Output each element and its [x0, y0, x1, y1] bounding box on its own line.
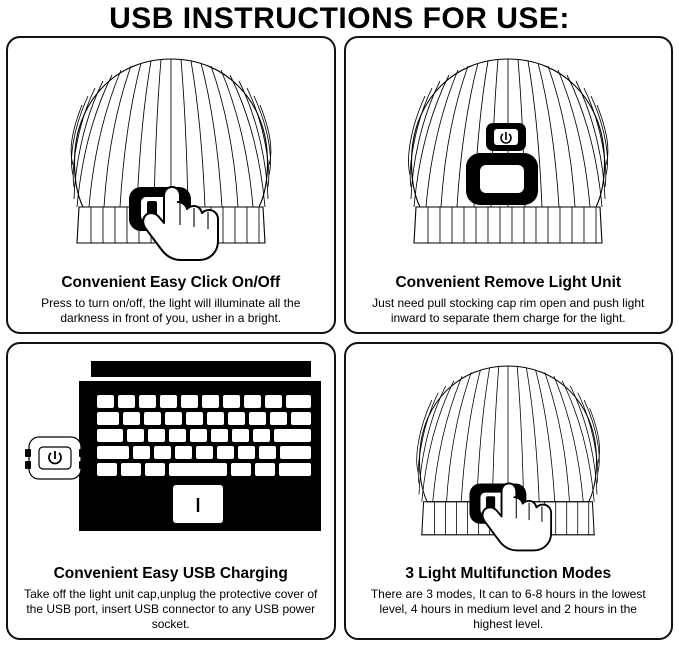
instruction-card-multifunction-modes	[344, 342, 674, 640]
caption-multifunction-modes	[346, 565, 672, 638]
instruction-card-click-on-off	[6, 36, 336, 334]
card-heading: Convenient Easy USB Charging	[53, 565, 288, 582]
light-unit	[466, 153, 538, 205]
card-body: Press to turn on/off, the light will illuminate all the darkness in front of you, usher in a bright.	[41, 296, 301, 325]
card-body: Take off the light unit cap,unplug the protective cover of the USB port, insert USB connector to any USB power socket.	[24, 587, 318, 631]
instruction-card-grid	[6, 36, 673, 640]
card-heading: Convenient Easy Click On/Off	[61, 274, 281, 291]
beanie-pressing-light-illustration	[8, 38, 334, 274]
card-body: Just need pull stocking cap rim open and push light inward to separate them charge for the light.	[372, 296, 645, 325]
instruction-card-remove-light-unit	[344, 36, 674, 334]
card-body: There are 3 modes, It can to 6-8 hours in the lowest level, 4 hours in medium level and 2 hours in the highest level.	[370, 587, 646, 631]
detached-light-unit	[486, 123, 526, 151]
instruction-card-usb-charging	[6, 342, 336, 640]
card-heading: 3 Light Multifunction Modes	[405, 565, 612, 582]
caption-usb-charging	[8, 565, 334, 638]
beanie-modes-illustration	[346, 344, 672, 565]
laptop-usb-charging-illustration	[8, 344, 334, 565]
caption-remove-light-unit	[346, 274, 672, 332]
caption-click-on-off	[8, 274, 334, 332]
usb-light-unit	[25, 437, 85, 479]
card-heading: Convenient Remove Light Unit	[395, 274, 622, 291]
page-title: USB INSTRUCTIONS FOR USE:	[109, 2, 570, 35]
beanie-light-unit-illustration	[346, 38, 672, 274]
